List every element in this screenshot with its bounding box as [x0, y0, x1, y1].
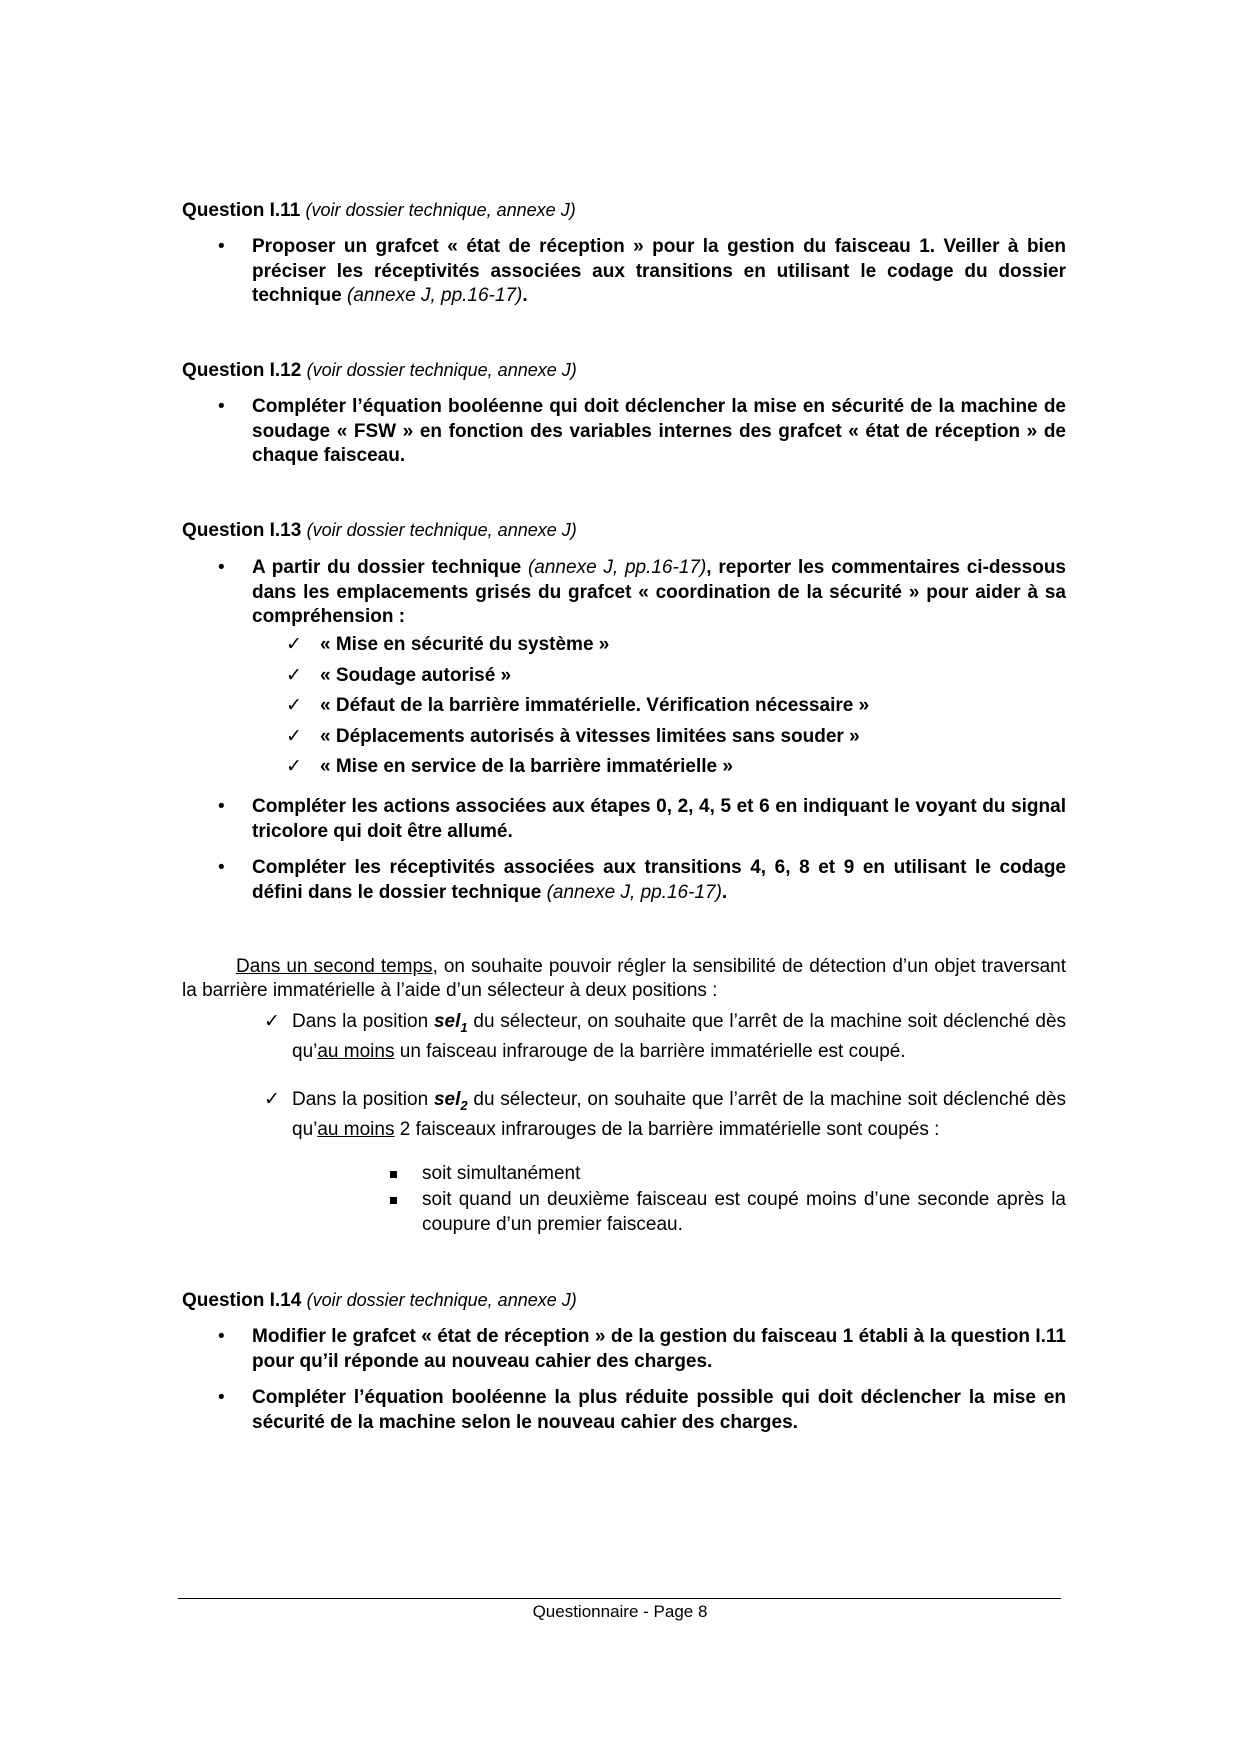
question-reference: (voir dossier technique, annexe J)	[306, 360, 577, 380]
checkmark-icon: ✓	[286, 756, 302, 777]
bullet-dot-icon: •	[218, 1387, 225, 1408]
square-bullet-icon	[390, 1171, 397, 1178]
question-label: Question I.11	[182, 200, 301, 221]
selector-position-1	[264, 1010, 1067, 1065]
sel-index: 2	[460, 1097, 468, 1113]
question-i14-bullet-2	[182, 1386, 1066, 1435]
question-reference: (voir dossier technique, annexe J)	[306, 520, 577, 540]
sel-underlined: au moins	[317, 1041, 395, 1063]
bullet-text: A partir du dossier technique	[252, 557, 522, 578]
checkmark-icon: ✓	[286, 634, 302, 655]
square-list-item	[422, 1162, 1066, 1187]
sel-text-mid: du sélecteur, on souhaite que l’arrêt de la machine soit déclenché dès qu’	[292, 1089, 1067, 1141]
question-i11-bullets	[182, 235, 1066, 309]
question-heading-i11	[182, 198, 576, 223]
square-item-text: soit simultanément	[422, 1163, 581, 1184]
question-heading-i13	[182, 518, 577, 543]
checklist-item	[182, 722, 1066, 753]
question-label: Question I.12	[182, 360, 302, 381]
sel-text: Dans la position	[292, 1011, 429, 1032]
square-bullet-icon	[390, 1197, 397, 1204]
question-label: Question I.13	[182, 520, 302, 541]
question-reference: (voir dossier technique, annexe J)	[306, 1290, 577, 1310]
sel-text: Dans la position	[292, 1089, 429, 1110]
bullet-dot-icon: •	[218, 396, 225, 417]
question-i12-bullets	[182, 395, 1066, 469]
question-label: Question I.14	[182, 1290, 302, 1311]
bullet-item	[182, 856, 1066, 905]
sel-variable: sel	[433, 1089, 461, 1110]
checklist-item	[182, 661, 1066, 692]
question-i13-bullet-2	[182, 795, 1066, 844]
question-i13-bullet-1	[182, 556, 1066, 630]
checklist-item	[182, 752, 1066, 783]
sel-variable: sel	[433, 1011, 461, 1032]
bullet-text: Proposer un grafcet « état de réception » pour la gestion du faisceau 1. Veiller à bien préciser les réceptivités associées aux transitions en utilisant le codage du dossier technique	[252, 236, 1066, 306]
bullet-dot-icon: •	[218, 796, 225, 817]
bullet-dot-icon: •	[218, 857, 225, 878]
sel-text-mid: du sélecteur, on souhaite que l’arrêt de la machine soit déclenché dès qu’	[292, 1011, 1067, 1063]
question-heading-i12	[182, 358, 577, 383]
bullet-text: Compléter les réceptivités associées aux transitions 4, 6, 8 et 9 en utilisant le codage défini dans le dossier technique	[252, 857, 1066, 903]
checklist-item	[182, 691, 1066, 722]
checklist-text: « Mise en service de la barrière immatérielle »	[320, 756, 733, 777]
bullet-item	[182, 1325, 1066, 1374]
checklist-text: « Défaut de la barrière immatérielle. Vérification nécessaire »	[320, 695, 870, 716]
comment-checklist	[182, 630, 1066, 783]
selector-position-2	[264, 1088, 1067, 1143]
checkmark-icon: ✓	[286, 695, 302, 716]
bullet-dot-icon: •	[218, 236, 225, 257]
footer-divider	[178, 1598, 1061, 1599]
bullet-dot-icon: •	[218, 557, 225, 578]
intro-underlined: Dans un second temps	[236, 956, 433, 977]
bullet-text: Modifier le grafcet « état de réception » de la gestion du faisceau 1 établi à la question I.11 pour qu’il réponde au nouveau cahier des charges.	[252, 1326, 1066, 1372]
bullet-reference: (annexe J, pp.16-17)	[347, 285, 523, 306]
bullet-item	[182, 1386, 1066, 1435]
bullet-tail: .	[522, 285, 528, 306]
bullet-item	[182, 795, 1066, 844]
square-item-text: soit quand un deuxième faisceau est coupé moins d’une seconde après la coupure d’un premier faisceau.	[422, 1189, 1066, 1235]
question-reference: (voir dossier technique, annexe J)	[305, 200, 576, 220]
page-footer: Questionnaire - Page 8	[532, 1602, 708, 1621]
checkmark-icon: ✓	[286, 664, 302, 686]
question-heading-i14	[182, 1288, 577, 1313]
sel-text-end: 2 faisceaux infrarouges de la barrière immatérielle sont coupés :	[399, 1119, 940, 1141]
intro-paragraph	[182, 955, 1066, 1003]
bullet-item	[182, 556, 1066, 630]
bullet-tail: .	[721, 881, 728, 903]
sel-text-end: un faisceau infrarouge de la barrière immatérielle est coupé.	[399, 1041, 906, 1063]
checkmark-icon: ✓	[264, 1089, 280, 1110]
bullet-item	[182, 395, 1066, 469]
square-list-item	[422, 1188, 1066, 1237]
bullet-reference: (annexe J, pp.16-17)	[527, 557, 707, 578]
question-i13-bullet-3	[182, 856, 1066, 905]
bullet-item	[182, 235, 1066, 309]
bullet-text-continued: , reporter les commentaires ci-dessous dans les emplacements grisés du grafcet « coordination de la sécurité » pour aider à sa compréhension :	[252, 557, 1066, 627]
bullet-text: Compléter l’équation booléenne qui doit déclencher la mise en sécurité de la machine de soudage « FSW » en fonction des variables internes des grafcet « état de réception » de chaque faisceau.	[252, 396, 1066, 466]
intro-text: , on souhaite pouvoir régler la sensibilité de détection d’un objet traversant la barrière immatérielle à l’aide d’un sélecteur à deux positions :	[182, 956, 1066, 1001]
checkmark-icon: ✓	[286, 725, 302, 747]
bullet-reference: (annexe J, pp.16-17)	[546, 881, 722, 903]
bullet-text: Compléter l’équation booléenne la plus réduite possible qui doit déclencher la mise en sécurité de la machine selon le nouveau cahier des charges.	[252, 1387, 1066, 1433]
bullet-dot-icon: •	[218, 1326, 225, 1347]
checklist-text: « Déplacements autorisés à vitesses limitées sans souder »	[320, 725, 860, 747]
sel-underlined: au moins	[317, 1119, 395, 1141]
question-i14-bullet-1	[182, 1325, 1066, 1374]
checkmark-icon: ✓	[264, 1011, 280, 1032]
checklist-text: « Mise en sécurité du système »	[320, 634, 610, 655]
checklist-item	[182, 630, 1066, 661]
sel-index: 1	[460, 1019, 468, 1035]
bullet-text: Compléter les actions associées aux étapes 0, 2, 4, 5 et 6 en indiquant le voyant du signal tricolore qui doit être allumé.	[252, 796, 1066, 842]
checklist-text: « Soudage autorisé »	[320, 664, 512, 686]
